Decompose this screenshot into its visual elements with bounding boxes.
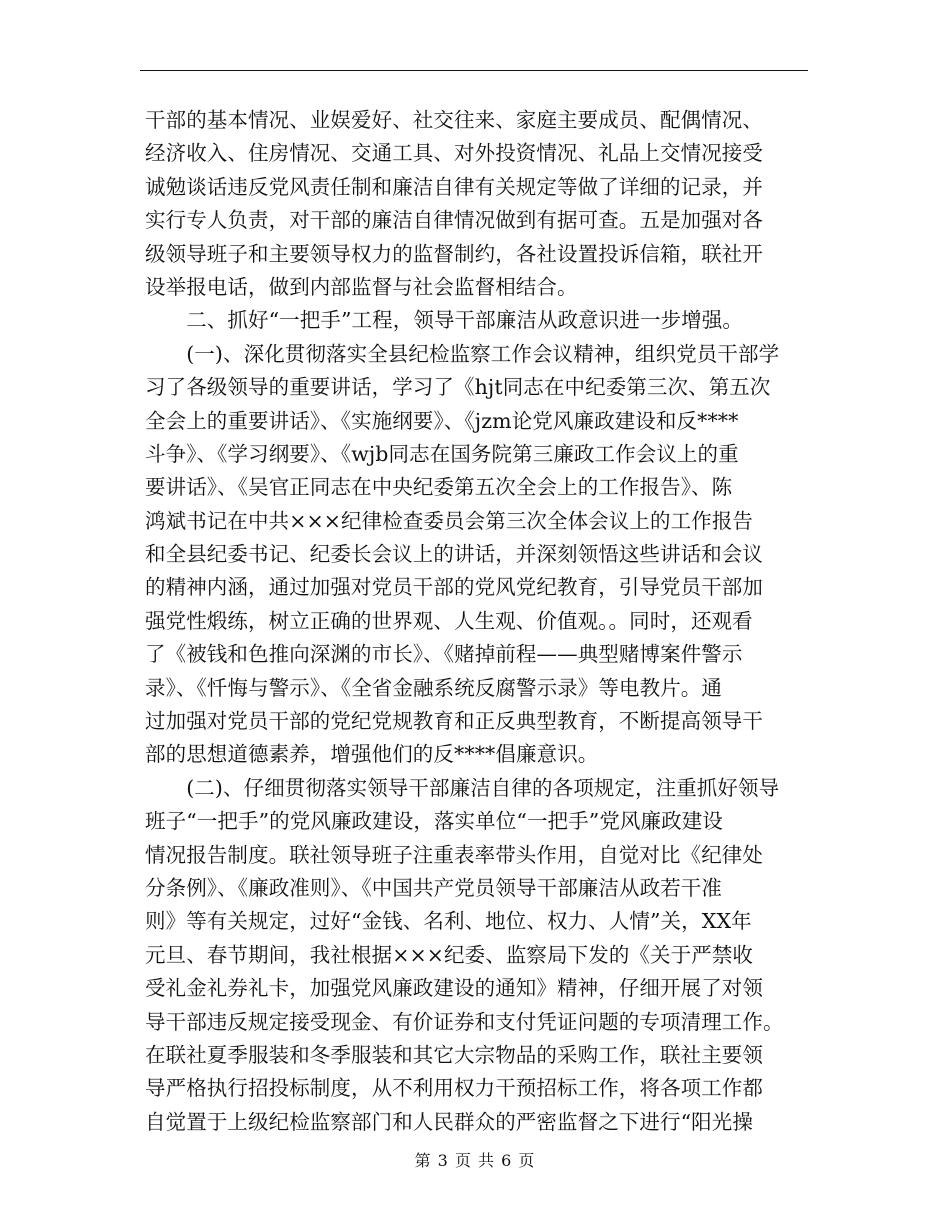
text-line: 二、抓好“一把手”工程，领导干部廉洁从政意识进一步增强。 bbox=[145, 308, 743, 333]
text-line: 分条例》、《廉政准则》、《中国共产党员领导干部廉洁从政若干准 bbox=[145, 875, 722, 900]
text-line: 情况报告制度。联社领导班子注重表率带头作用，自觉对比《纪律处 bbox=[145, 842, 763, 867]
text-line: 实行专人负责，对干部的廉洁自律情况做到有据可查。五是加强对各 bbox=[145, 208, 763, 233]
text-line: 斗争》、《学习纲要》、《wjb同志在国务院第三廉政工作会议上的重 bbox=[145, 441, 739, 466]
text-line: 过加强对党员干部的党纪党规教育和正反典型教育，不断提高领导干 bbox=[145, 709, 763, 734]
text-line: 干部的基本情况、业娱爱好、社交往来、家庭主要成员、配偶情况、 bbox=[145, 108, 763, 132]
text-line: 要讲话》、《吴官正同志在中央纪委第五次全会上的工作报告》、陈 bbox=[145, 475, 733, 500]
text-line: 级领导班子和主要领导权力的监督制约，各社设置投诉信箱，联社开 bbox=[145, 241, 763, 266]
text-line: 的精神内涵，通过加强对党员干部的党风党纪教育，引导党员干部加 bbox=[145, 575, 763, 600]
text-line: 录》、《忏悔与警示》、《全省金融系统反腐警示录》等电教片。通 bbox=[145, 675, 722, 700]
text-line: (一)、深化贯彻落实全县纪检监察工作会议精神，组织党员干部学 bbox=[145, 341, 780, 366]
text-line: (二)、仔细贯彻落实领导干部廉洁自律的各项规定，注重抓好领导 bbox=[145, 775, 780, 800]
text-line: 了《被钱和色推向深渊的市长》、《赌掉前程——典型赌博案件警示 bbox=[145, 642, 743, 667]
text-line: 元旦、春节期间，我社根据×××纪委、监察局下发的《关于严禁收 bbox=[145, 942, 754, 967]
text-line: 强党性煅练，树立正确的世界观、人生观、价值观。。同时，还观看 bbox=[145, 608, 753, 633]
text-line: 部的思想道德素养，增强他们的反****倡廉意识。 bbox=[145, 742, 599, 767]
text-line: 鸿斌书记在中共×××纪律检查委员会第三次全体会议上的工作报告 bbox=[145, 508, 754, 533]
text-line: 班子“一把手”的党风廉政建设，落实单位“一把手”党风廉政建设 bbox=[145, 809, 723, 834]
header-rule bbox=[140, 70, 808, 71]
text-line: 导干部违反规定接受现金、有价证券和支付凭证问题的专项清理工作。 bbox=[145, 1009, 784, 1034]
text-line: 经济收入、住房情况、交通工具、对外投资情况、礼品上交情况接受 bbox=[145, 141, 763, 166]
text-line: 导严格执行招投标制度，从不利用权力干预招标工作，将各项工作都 bbox=[145, 1076, 763, 1101]
text-line: 自觉置于上级纪检监察部门和人民群众的严密监督之下进行“阳光操 bbox=[145, 1109, 753, 1134]
text-line: 则》等有关规定，过好“金钱、名利、地位、权力、人情”关，XX年 bbox=[145, 909, 752, 934]
body-text bbox=[145, 104, 810, 1139]
text-line: 全会上的重要讲话》、《实施纲要》、《jzm论党风廉政建设和反**** bbox=[145, 408, 739, 433]
text-line: 在联社夏季服装和冬季服装和其它大宗物品的采购工作，联社主要领 bbox=[145, 1042, 763, 1067]
text-line: 诚勉谈话违反党风责任制和廉洁自律有关规定等做了详细的记录，并 bbox=[145, 174, 763, 199]
text-line: 习了各级领导的重要讲话，学习了《hjt同志在中纪委第三次、第五次 bbox=[145, 375, 771, 400]
text-line: 和全县纪委书记、纪委长会议上的讲话，并深刻领悟这些讲话和会议 bbox=[145, 542, 763, 567]
text-line: 设举报电话，做到内部监督与社会监督相结合。 bbox=[145, 274, 578, 299]
text-line: 受礼金礼券礼卡，加强党风廉政建设的通知》精神，仔细开展了对领 bbox=[145, 976, 763, 1001]
page-footer: 第 3 页 共 6 页 bbox=[414, 1151, 536, 1170]
